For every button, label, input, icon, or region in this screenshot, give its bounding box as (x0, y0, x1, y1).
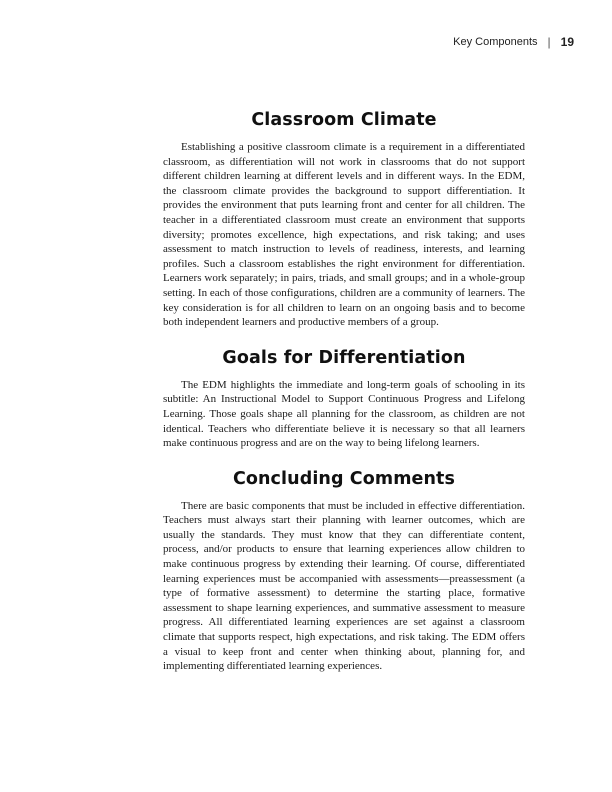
running-header (453, 35, 574, 49)
page-number: 19 (560, 35, 574, 49)
section-paragraph-classroom-climate: Establishing a positive classroom climate is a requirement in a differentiated classroom, as differentiation will not work in classrooms that do not support different children learning at different levels and in different ways. In the EDM, the classroom climate provides the background to support differentiation. It provides the environment that puts learning front and center for all children. The teacher in a differentiated classroom must create an environment that supports diversity; promotes excellence, high expectations, and risk taking; and uses assessment to match instruction to levels of readiness, interests, and learning profiles. Such a classroom establishes the right environment for differentiation. Learners work separately; in pairs, triads, and small groups; and in a whole-group setting. In each of those configurations, children are a community of learners. The key consideration is for all children to learn on an ongoing basis and to become both independent learners and productive members of a group. (163, 141, 525, 329)
running-header-separator: | (547, 35, 551, 49)
section-paragraph-goals: The EDM highlights the immediate and long-term goals of schooling in its subtitle: An Instructional Model to Support Continuous Progress and Lifelong Learning. Those goals shape all planning for the classroom, as children are not identical. Teachers who differentiate believe it is necessary so that all learners make continuous progress and are on the way to being lifelong learners. (163, 378, 525, 450)
section-heading-concluding: Concluding Comments (232, 468, 456, 489)
running-header-section: Key Components (453, 36, 538, 48)
section-paragraph-concluding: There are basic components that must be included in effective differentiation. Teachers must always start their planning with learner outcomes, which are usually the standards. They must know that they can differentiate content, process, and/or products to ensure that learning experiences allow children to make continuous progress by extending their learning. Of course, differentiated learning experiences must be accompanied with assessments—preassessment (a type of formative assessment) to determine the starting place, formative assessment to shape learning experiences, and summative assessment to measure progress. All differentiated learning experiences are set against a classroom climate that supports respect, high expectations, and risk taking. The EDM offers a visual to keep front and center when thinking about, planning for, and implementing differentiated learning experiences. (163, 499, 525, 673)
page-body (163, 100, 525, 674)
section-heading-goals: Goals for Differentiation (222, 347, 466, 368)
section-heading-classroom-climate: Classroom Climate (251, 110, 437, 130)
